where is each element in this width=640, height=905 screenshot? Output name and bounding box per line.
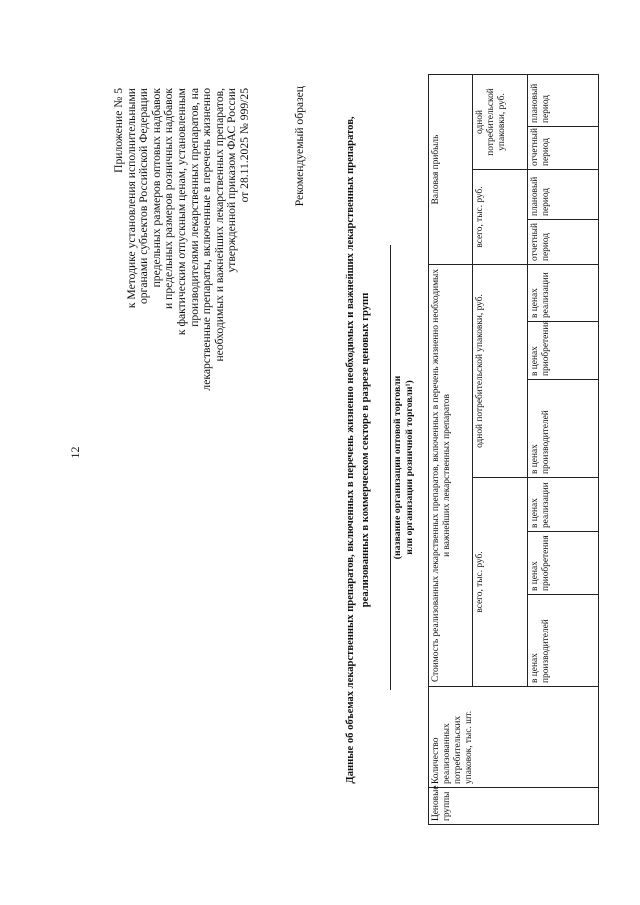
document-title [343,75,373,825]
header-purchase-prices: в ценах приобретения [528,322,599,380]
recommended-sample-label: Рекомендуемый образец [293,86,306,207]
header-gross-profit: Валовая прибыль [429,74,473,264]
header-purchase-prices: в ценах приобретения [528,532,599,595]
header-producer-prices: в ценах производителей [528,380,599,478]
appendix-line: Приложение № 5 [112,88,125,173]
appendix-line: от 28.11.2025 № 999/25 [237,88,251,203]
header-sale-prices: в ценах реализации [528,265,599,322]
header-cost-total: всего, тыс. руб. [473,478,528,687]
appendix-line: лекарственные препараты, включенные в перечень жизненно [200,88,214,391]
header-planned-period: плановый период [528,74,599,126]
caption-line: (название организации оптовой торговли [392,375,403,560]
header-cost: Стоимость реализованных лекарственных препаратов, включенных в перечень жизненно необходимых и важнейших лекарственных препаратов [429,265,473,687]
appendix-header [113,88,252,391]
header-gp-per-pack: одной потребительской упаковки, руб. [473,74,528,169]
appendix-line: органами субъектов Российской Федерации [137,88,151,305]
organization-name-line [390,245,391,690]
price-groups-table [428,74,599,825]
header-reporting-period: отчетный период [528,127,599,170]
header-sale-prices: в ценах реализации [528,478,599,532]
header-gp-total: всего, тыс. руб. [473,170,528,265]
title-line: реализованных в коммерческом секторе в разрезе ценовых групп [360,292,371,608]
appendix-line: и предельных размеров розничных надбавок [162,88,176,309]
header-producer-prices: в ценах производителей [528,595,599,687]
organization-caption [392,245,416,690]
header-price-groups: Ценовые группы [429,788,599,825]
page-number: 12 [68,446,82,459]
caption-line: или организации розничной торговли¹) [404,380,415,555]
appendix-line: утвержденной приказом ФАС России [225,88,239,273]
title-line: Данные об объемах лекарственных препаратов, включенных в перечень жизненно необходимых и важнейших лекарственных препаратов, [345,116,356,784]
appendix-line: необходимых и важнейших лекарственных препаратов, [212,88,226,362]
header-cost-per-pack: одной потребительской упаковки, руб. [473,265,528,478]
header-reporting-period: отчетный период [528,220,599,265]
appendix-line: производителями лекарственных препаратов, на [187,88,201,327]
header-planned-period: плановый период [528,170,599,220]
appendix-line: к фактическим отпускным ценам, установленным [174,88,188,336]
header-quantity: Количество реализованных потребительских упаковок, тыс. шт. [429,687,599,788]
appendix-line: к Методике установления исполнительными [124,88,138,309]
appendix-line: предельных размеров оптовых надбавок [149,88,163,288]
